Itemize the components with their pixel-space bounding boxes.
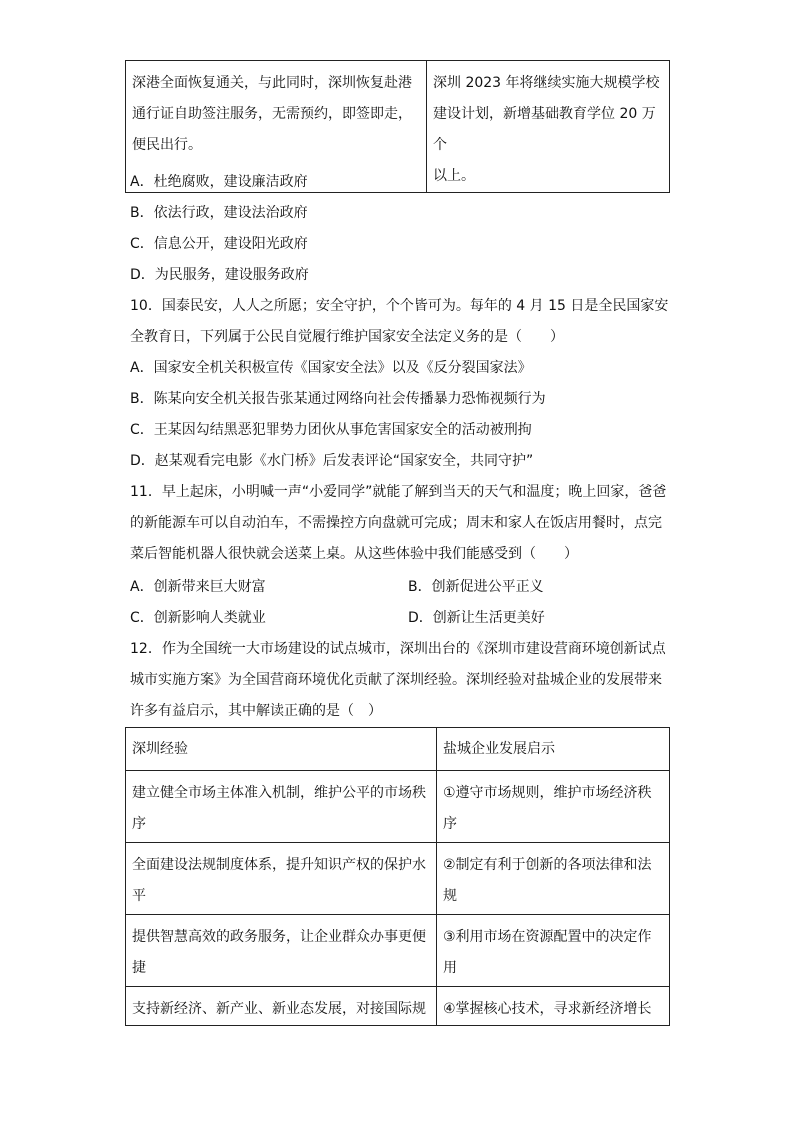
cell-line: 用 [443, 960, 457, 976]
q12-stem-line: 许多有益启示，其中解读正确的是（ ） [130, 703, 382, 719]
table-cell-left [126, 771, 437, 843]
table-cell-left [126, 915, 437, 987]
q9-option-a: A．杜绝腐败，建设廉洁政府 [130, 174, 308, 190]
q11-stem-line: 的新能源车可以自动泊车，不需操控方向盘就可完成；周末和家人在饭店用餐时，点完 [130, 515, 662, 531]
table-cell-right [437, 915, 670, 987]
cell-line: 便民出行。 [132, 137, 202, 153]
cell-line: ③利用市场在资源配置中的决定作 [443, 929, 652, 945]
cell-line: 序 [443, 816, 457, 832]
table-cell-left [126, 987, 437, 1026]
cell-line: 通行证自助签注服务，无需预约，即签即走， [132, 106, 412, 122]
q12-stem-line: 城市实施方案》为全国营商环境优化贡献了深圳经验。深圳经验对盐城企业的发展带来 [130, 672, 662, 688]
cell-line: 以上。 [433, 168, 475, 184]
cell-line: 平 [132, 888, 146, 904]
q9-option-d: D．为民服务，建设服务政府 [130, 267, 309, 283]
shenzhen-experience-table [125, 727, 670, 1026]
cell-line: 全面建设法规制度体系，提升知识产权的保护水 [132, 857, 426, 873]
cell-line: 捷 [132, 960, 146, 976]
table-row [126, 915, 670, 987]
table-cell-right [437, 987, 670, 1026]
table-row [126, 843, 670, 915]
q11-stem-line: 11．早上起床，小明喊一声“小爱同学”就能了解到当天的天气和温度；晚上回家，爸爸 [130, 484, 667, 500]
cell-line: ④掌握核心技术，寻求新经济增长 [443, 1001, 652, 1017]
cell-line: 支持新经济、新产业、新业态发展，对接国际规 [132, 1001, 426, 1017]
table-cell-right [437, 843, 670, 915]
table-cell-left [126, 843, 437, 915]
table-header-cell: 盐城企业发展启示 [437, 728, 670, 771]
q12-stem-line: 12．作为全国统一大市场建设的试点城市，深圳出台的《深圳市建设营商环境创新试点 [130, 641, 666, 657]
table-header-cell: 深圳经验 [126, 728, 437, 771]
q10-option-d: D．赵某观看完电影《水门桥》后发表评论“国家安全，共同守护” [130, 453, 534, 469]
q10-stem-line: 10．国泰民安，人人之所愿；安全守护，个个皆可为。每年的 4 月 15 日是全民国家安 [130, 298, 669, 314]
q10-option-c: C．王某因勾结黑恶犯罪势力团伙从事危害国家安全的活动被刑拘 [130, 422, 532, 438]
q11-option-a: A．创新带来巨大财富 [130, 579, 266, 595]
cell-line: 深圳 2023 年将继续实施大规模学校 [433, 75, 660, 91]
q10-option-b: B．陈某向安全机关报告张某通过网络向社会传播暴力恐怖视频行为 [130, 391, 546, 407]
table-cell-right [427, 61, 670, 193]
table-cell-right [437, 771, 670, 843]
q11-option-c: C．创新影响人类就业 [130, 610, 266, 626]
q9-option-c: C．信息公开，建设阳光政府 [130, 236, 308, 252]
table-row [126, 771, 670, 843]
cell-line: 深港全面恢复通关，与此同时，深圳恢复赴港 [132, 75, 412, 91]
q11-option-d: D．创新让生活更美好 [408, 610, 545, 626]
q11-option-b: B．创新促进公平正义 [408, 579, 544, 595]
cell-line: 建设计划，新增基础教育学位 20 万个 [433, 106, 656, 153]
q10-stem-line: 全教育日，下列属于公民自觉履行维护国家安全法定义务的是（ ） [130, 329, 564, 345]
table-row [126, 987, 670, 1026]
cell-line: 规 [443, 888, 457, 904]
cell-line: ①遵守市场规则，维护市场经济秩 [443, 785, 652, 801]
q11-stem-line: 菜后智能机器人很快就会送菜上桌。从这些体验中我们能感受到（ ） [130, 546, 578, 562]
table-header-row [126, 728, 670, 771]
cell-line: 提供智慧高效的政务服务，让企业群众办事更便 [132, 929, 426, 945]
q10-option-a: A．国家安全机关积极宣传《国家安全法》以及《反分裂国家法》 [130, 360, 532, 376]
cell-line: 建立健全市场主体准入机制，维护公平的市场秩 [132, 785, 426, 801]
q9-option-b: B．依法行政，建设法治政府 [130, 205, 308, 221]
cell-line: ②制定有利于创新的各项法律和法 [443, 857, 652, 873]
cell-line: 序 [132, 816, 146, 832]
